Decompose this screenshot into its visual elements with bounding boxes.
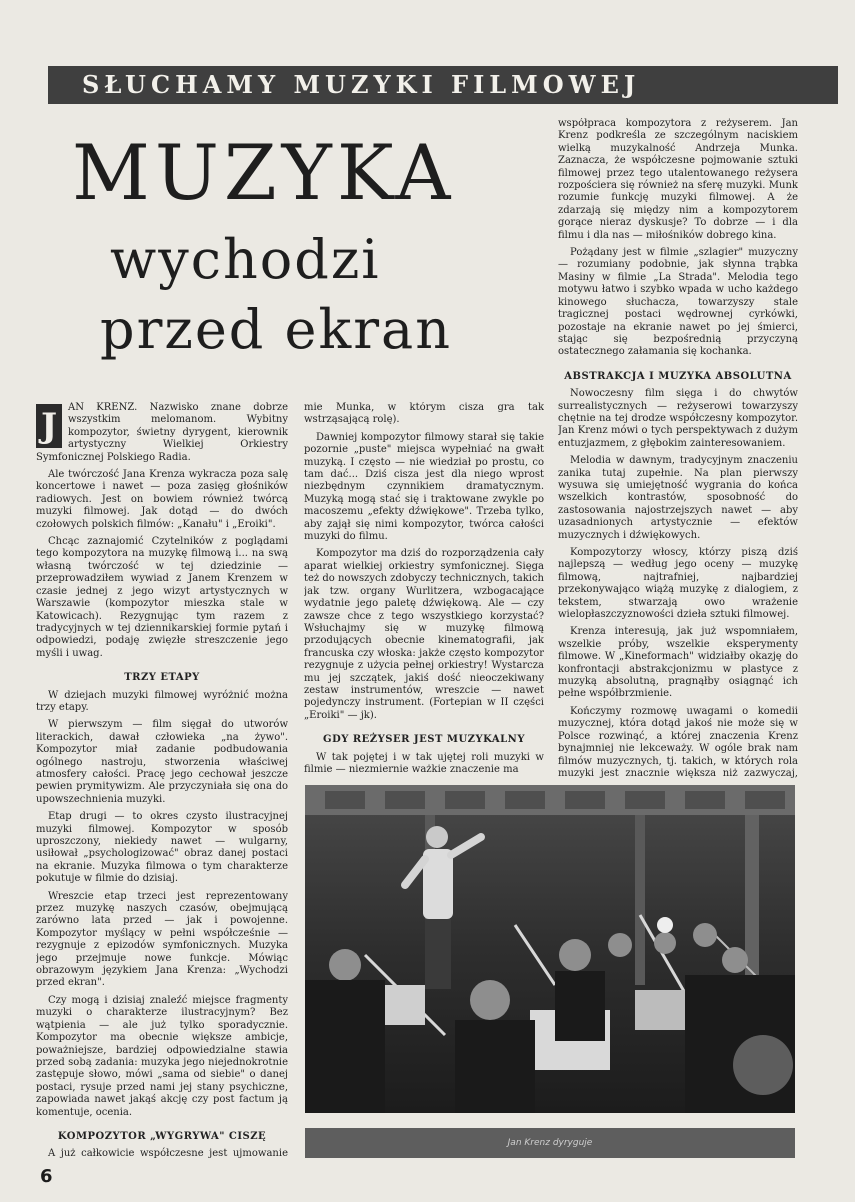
photo-caption: Jan Krenz dyryguje	[507, 1138, 593, 1148]
paragraph: Ale twórczość Jana Krenza wykracza poza salę koncertowe i nawet — poza zasięg głośników radiowych. Jest on bowiem również twórcą muzyki filmowej. Jak dotąd — do dwóch czołowych polskich filmów: „Kanału" i „Eroiki".	[36, 469, 288, 530]
paragraph-text: AN KRENZ. Nazwisko znane dobrze wszystkim melomanom. Wybitny kompozytor, świetny dyrygent, kierownik artystyczny Wielkiej Orkiestry Symfonicznej Polskiego Radia.	[36, 402, 288, 463]
headline-line-2: wychodzi	[110, 228, 381, 291]
paragraph: A już całkowicie współczesne jest ujmowanie	[48, 1148, 288, 1160]
headline-line-1: MUZYKA	[72, 128, 456, 217]
section-subhead: ABSTRAKCJA I MUZYKA ABSOLUTNA	[564, 370, 792, 382]
page-number: 6	[40, 1166, 53, 1187]
paragraph: Wreszcie etap trzeci jest reprezentowany przez muzykę naszych czasów, obejmującą zarówno lata przed — jak i powojenne. Kompozytor myślący w pełni współcześnie — rezygnuje z epizodów symfonicznych. Muzyka jego przejmuje nowe funkcje. Mówiąc obrazowym językiem Jana Krenza: „Wychodzi przed ekran".	[36, 890, 288, 989]
article-column-1	[36, 402, 288, 1160]
paragraph: W dziejach muzyki filmowej wyróżnić można trzy etapy.	[36, 689, 288, 713]
lead-paragraph	[36, 402, 288, 464]
section-subhead: GDY REŻYSER JEST MUZYKALNY	[323, 734, 525, 746]
article-column-3	[558, 118, 798, 780]
orchestra-photo-illustration	[305, 785, 795, 1113]
section-banner: SŁUCHAMY MUZYKI FILMOWEJ	[48, 66, 838, 104]
drop-cap: J	[36, 404, 62, 448]
orchestra-photo	[305, 785, 795, 1113]
photo-caption-bar	[305, 1128, 795, 1158]
paragraph: W tak pojętej i w tak ujętej roli muzyki w filmie — niezmiernie ważkie znaczenie ma	[304, 751, 544, 775]
headline-line-3: przed ekran	[100, 298, 452, 361]
paragraph: Krenza interesują, jak już wspomniałem, wszelkie próby, wszelkie eksperymenty filmowe. W „Kineformach" widziałby okazję do konfrontacji abstrakcjonizmu w plastyce z muzyką absolutną, pragnąłby osiągnąć ich pełne współbrzmienie.	[558, 626, 798, 700]
section-subhead: KOMPOZYTOR „WYGRYWA" CISZĘ	[57, 1130, 267, 1142]
paragraph: współpraca kompozytora z reżyserem. Jan Krenz podkreśla ze szczególnym naciskiem wielką muzykalność Andrzeja Munka. Zaznacza, że współczesne pojmowanie sztuki filmowej przez tego utalentowanego reżysera rozpościera się również na sferę muzyki. Munk rozumie funkcję muzyki filmowej. A że zdarzają się między nim a kompozytorem gorące nieraz dyskusje? To dobrze — i dla filmu i dla nas — miłośników dobrego kina.	[558, 118, 798, 241]
paragraph: Nowoczesny film sięga i do chwytów surrealistycznych — reżyserowi towarzyszy chętnie na tej drodze współczesny kompozytor. Jan Krenz mówi o tych perspektywach z dużym entuzjazmem, z głębokim zainteresowaniem.	[558, 388, 798, 449]
paragraph: mie Munka, w którym cisza gra tak wstrząsającą rolę).	[304, 402, 544, 426]
paragraph: Kończymy rozmowę uwagami o komedii muzycznej, która dotąd jakoś nie może się w Polsce rozwinąć, a której znaczenia Krenz bynajmniej nie lekceważy. W ogóle brak nam filmów muzycznych, tj. takich, w których rola muzyki jest znacznie większa niż zazwyczaj,	[558, 705, 798, 779]
paragraph: Etap drugi — to okres czysto ilustracyjnej muzyki filmowej. Kompozytor w sposób uproszczony, niekiedy nawet — wulgarny, usiłował „psychologizować" obraz danej postaci na ekranie. Muzyka filmowa o tym charakterze pokutuje w filmie do dzisiaj.	[36, 811, 288, 885]
paragraph: Chcąc zaznajomić Czytelników z poglądami tego kompozytora na muzykę filmową i... na swą własną twórczość w tej dziedzinie — przeprowadziłem wywiad z Janem Krenzem w czasie jednej z jego wizyt artystycznych w Warszawie (kompozytor mieszka stale w Katowicach). Rezygnując tym razem z tradycyjnych w tej dziennikarskiej formie pytań i odpowiedzi, podaję zwięzłe streszczenie jego myśli i uwag.	[36, 536, 288, 659]
section-subhead: TRZY ETAPY	[124, 672, 200, 684]
paragraph: Kompozytorzy włoscy, którzy piszą dziś najlepszą — według jego oceny — muzykę filmową, najtrafniej, najbardziej przekonywająco wiążą muzykę z dialogiem, z tekstem, stwarzają owo wrażenie wielopłaszczyznowości dzieła sztuki filmowej.	[558, 547, 798, 621]
article-column-2	[304, 402, 544, 780]
paragraph: Pożądany jest w filmie „szlagier" muzyczny — rozumiany podobnie, jak słynna trąbka Masiny w filmie „La Strada". Melodia tego motywu łatwo i szybko wpada w ucho każdego kinowego słuchacza, towarzyszy stale tragicznej postaci wędrownej cyrkówki, pozostaje na ekranie nawet po jej śmierci, stając się bezpośrednią przyczyną ostatecznego załamania się kochanka.	[558, 247, 798, 358]
paragraph: Kompozytor ma dziś do rozporządzenia cały aparat wielkiej orkiestry symfonicznej. Sięga też do nowszych zdobyczy technicznych, takich jak tzw. organy Wurlitzera, wzbogacające wydatnie jego paletę dźwiękową. Ale — czy zawsze chce z tego wszystkiego korzystać? Wsłuchajmy się w muzykę filmową przodujących obecnie kinematografii, jak francuska czy włoska: jakże często kompozytor rezygnuje z użycia pełnej orkiestry! Wystarcza mu jej szczątek, jakiś dość nieoczekiwany zestaw instrumentów, wreszcie — nawet pojedynczy instrument. (Fortepian w II części „Eroiki" — jk).	[304, 548, 544, 721]
paragraph: W pierwszym — film sięgał do utworów literackich, dawał człowieka „na żywo". Kompozytor miał zadanie podbudowania ogólnego nastroju, stworzenia właściwej atmosfery całości. Pracę jego cechował jeszcze pewien prymitywizm. Ale przyczyniała się ona do upowszechnienia muzyki.	[36, 719, 288, 805]
paragraph: Melodia w dawnym, tradycyjnym znaczeniu zanika tutaj zupełnie. Na plan pierwszy wysuwa się umiejętność wygrania do końca wszelkich kontrastów, sposobność do zastosowania najostrzejszych nawet — aby uzasadnionych artystycznie — efektów muzycznych i dźwiękowych.	[558, 455, 798, 541]
paragraph: Czy mogą i dzisiaj znaleźć miejsce fragmenty muzyki o charakterze ilustracyjnym? Bez wątpienia — ale już tylko sporadycznie. Kompozytor ma obecnie większe ambicje, poważniejsze, bardziej odpowiedzialne stawia przed sobą zadania: muzyka jego niejednokrotnie zastępuje słowo, mówi „sama od siebie" o danej postaci, rysuje przed nami jej stany psychiczne, zapowiada nawet jakąś akcję czy post factum ją komentuje, ocenia.	[36, 994, 288, 1118]
paragraph: Dawniej kompozytor filmowy starał się takie pozornie „puste" miejsca wypełniać na gwałt muzyką. I często — nie wiedział po prostu, co tam dać... Dziś cisza jest dla niego wprost niezbędnym czynnikiem dramatycznym. Muzyką mogą stać się i traktowane zwykle po macoszemu „efekty dźwiękowe". Trzeba tylko, aby zajął się nimi kompozytor, twórca całości muzyki do filmu.	[304, 431, 544, 543]
